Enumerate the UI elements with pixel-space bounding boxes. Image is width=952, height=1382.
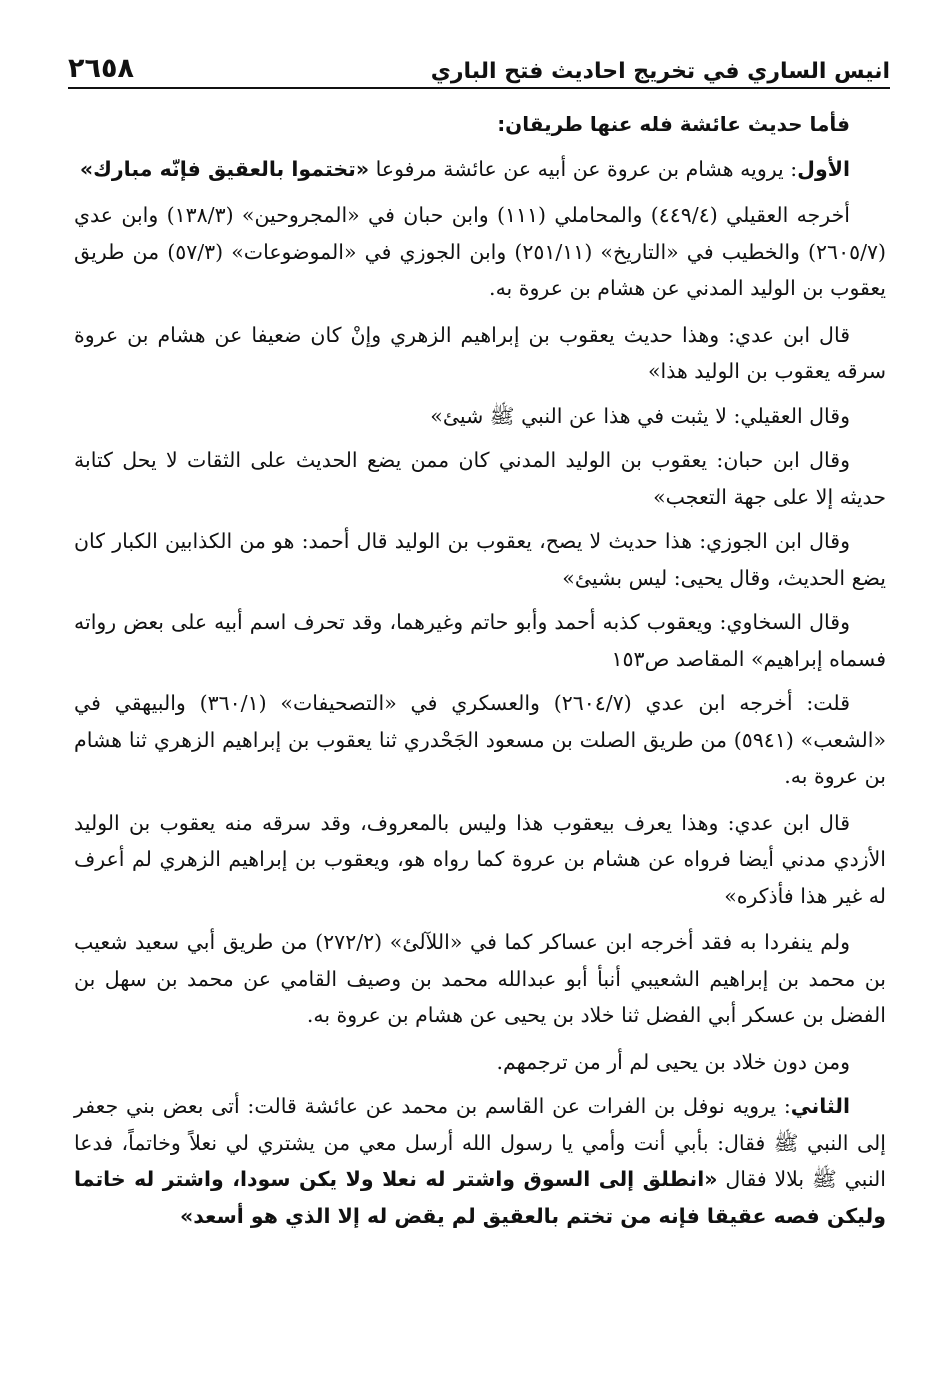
page-number: ٢٦٥٨ bbox=[68, 53, 134, 84]
paragraph-second-route bbox=[74, 1088, 886, 1234]
paragraph-khallad: ومن دون خلاد بن يحيى لم أر من ترجمهم. bbox=[496, 1049, 850, 1074]
page-body bbox=[74, 106, 886, 1244]
paragraph-ibn-hibban: وقال ابن حبان: يعقوب بن الوليد المدني كان ممن يضع الحديث على الثقات لا يحل كتابة حديثه إلا على جهة التعجب» bbox=[74, 448, 886, 509]
paragraph-ibn-asakir: ولم ينفردا به فقد أخرجه ابن عساكر كما في «اللآلئ» (٢٧٢/٢) من طريق أبي سعيد شعيب بن محمد بن إبراهيم الشعيبي أنبأ أبو عبدالله محمد بن وصيف القامي عن محمد بن سهل بن الفضل بن عسكر أبي الفضل ثنا خلاد بن يحيى عن هشام بن عروة به. bbox=[74, 930, 886, 1027]
first-quote: «تختموا بالعقيق فإنّه مبارك» bbox=[79, 156, 370, 181]
first-label: الأول bbox=[797, 156, 850, 181]
second-quote: «انطلق إلى السوق واشتر له نعلا ولا يكن سودا، واشتر له خاتما وليكن فصه عقيقا فإنه من تختم بالعقيق لم يقض له إلا الذي هو أسعد» bbox=[74, 1167, 886, 1228]
paragraph-first-route bbox=[74, 151, 886, 188]
second-text: : يرويه نوفل بن الفرات عن القاسم بن محمد عن عائشة قالت: أتى بعض بني جعفر إلى النبي ﷺ فقال: بأبي أنت وأمي يا رسول الله أرسل معي من يشتري لي نعلاً وخاتماً، فدعا النبي ﷺ بلالا فقال bbox=[74, 1094, 886, 1191]
paragraph-ibn-adi: قال ابن عدي: وهذا حديث يعقوب بن إبراهيم الزهري وإنْ كان ضعيفا عن هشام بن عروة سرقه يعقوب بن الوليد هذا» bbox=[74, 322, 886, 383]
paragraph-ibn-jawzi: وقال ابن الجوزي: هذا حديث لا يصح، يعقوب بن الوليد قال أحمد: هو من الكذابين الكبار كان يضع الحديث، وقال يحيى: ليس بشيئ» bbox=[74, 529, 886, 590]
first-text: : يرويه هشام بن عروة عن أبيه عن عائشة مرفوعا bbox=[369, 156, 798, 181]
paragraph-qultu: قلت: أخرجه ابن عدي (٢٦٠٤/٧) والعسكري في «التصحيفات» (٣٦٠/١) والبيهقي في «الشعب» (٥٩٤١) من طريق الصلت بن مسعود الجَحْدري ثنا يعقوب بن إبراهيم الزهري ثنا هشام بن عروة به. bbox=[74, 691, 886, 788]
second-label: الثاني bbox=[790, 1094, 850, 1118]
paragraph-sakhawi: وقال السخاوي: ويعقوب كذبه أحمد وأبو حاتم وغيرهما، وقد تحرف اسم أبيه على بعض رواته فسماه إبراهيم» المقاصد ص١٥٣ bbox=[74, 610, 886, 671]
paragraph-ibn-adi-2: قال ابن عدي: وهذا يعرف بيعقوب هذا وليس بالمعروف، وقد سرقه منه يعقوب بن الوليد الأزدي مدني أيضا فرواه عن هشام بن عروة كما رواه هو، ويعقوب بن إبراهيم الزهري لم أعرف له غير هذا فأذكره» bbox=[74, 810, 886, 908]
paragraph-takhrij: أخرجه العقيلي (٤٤٩/٤) والمحاملي (١١١) وابن حبان في «المجروحين» (١٣٨/٣) وابن عدي (٢٦٠٥/٧) والخطيب في «التاريخ» (٢٥١/١١) وابن الجوزي في «الموضوعات» (٥٧/٣) من طريق يعقوب بن الوليد المدني عن هشام بن عروة به. bbox=[74, 203, 887, 300]
paragraph-uqayli: وقال العقيلي: لا يثبت في هذا عن النبي ﷺ شيئ» bbox=[430, 403, 850, 428]
section-heading: فأما حديث عائشة فله عنها طريقان: bbox=[497, 112, 850, 136]
page-header bbox=[68, 42, 890, 89]
running-title: انيس الساري في تخريج احاديث فتح الباري bbox=[430, 59, 890, 84]
